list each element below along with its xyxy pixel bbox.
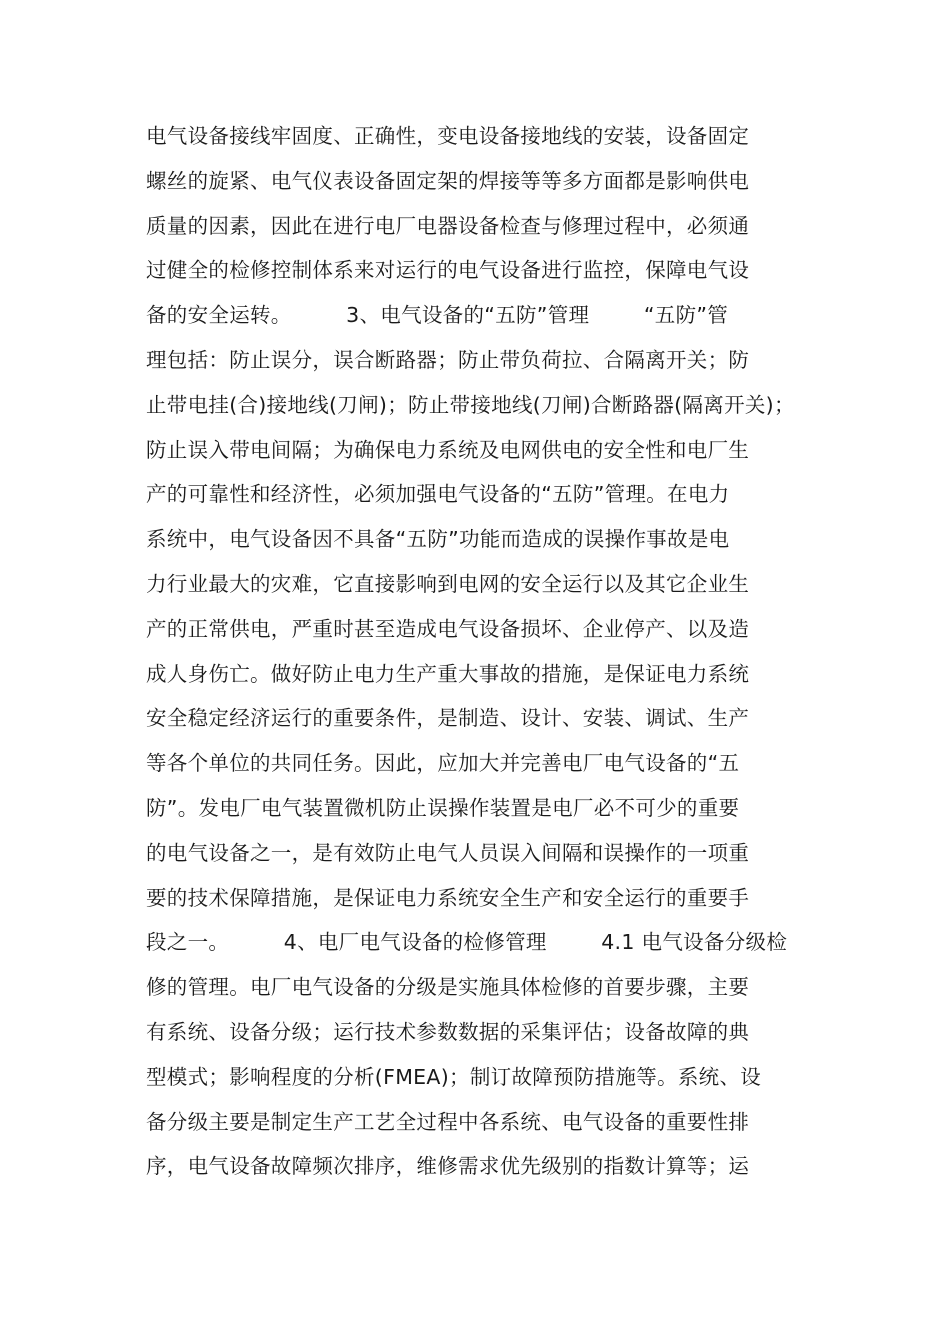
- text-line: 止带电挂(合)接地线(刀闸)；防止带接地线(刀闸)合断路器(隔离开关)；: [146, 392, 795, 417]
- text-line: 段之一。 4、电厂电气设备的检修管理 4.1 电气设备分级检: [146, 930, 788, 955]
- text-line: 过健全的检修控制体系来对运行的电气设备进行监控，保障电气设: [146, 258, 750, 283]
- text-line: 型模式；影响程度的分析(FMEA)；制订故障预防措施等。系统、设: [146, 1064, 762, 1089]
- text-line: 防止误入带电间隔；为确保电力系统及电网供电的安全性和电厂生: [146, 437, 750, 462]
- text-line: 安全稳定经济运行的重要条件，是制造、设计、安装、调试、生产: [146, 706, 750, 731]
- text-line: 质量的因素，因此在进行电厂电器设备检查与修理过程中，必须通: [146, 213, 750, 238]
- text-line: 备的安全运转。 3、电气设备的“五防”管理 “五防”管: [146, 303, 729, 328]
- text-line: 序，电气设备故障频次排序，维修需求优先级别的指数计算等；运: [146, 1154, 750, 1179]
- text-line: 防”。发电厂电气装置微机防止误操作装置是电厂必不可少的重要: [146, 795, 740, 820]
- body-text: [146, 117, 826, 1192]
- text-line: 电气设备接线牢固度、正确性，变电设备接地线的安装，设备固定: [146, 124, 750, 148]
- text-line: 的电气设备之一，是有效防止电气人员误入间隔和误操作的一项重: [146, 840, 750, 865]
- text-line: 产的可靠性和经济性，必须加强电气设备的“五防”管理。在电力: [146, 482, 730, 507]
- text-line: 系统中，电气设备因不具备“五防”功能而造成的误操作事故是电: [146, 527, 730, 552]
- text-line: 等各个单位的共同任务。因此，应加大并完善电厂电气设备的“五: [146, 751, 740, 776]
- text-line: 螺丝的旋紧、电气仪表设备固定架的焊接等等多方面都是影响供电: [146, 168, 750, 193]
- text-line: 备分级主要是制定生产工艺全过程中各系统、电气设备的重要性排: [146, 1109, 750, 1134]
- text-line: 有系统、设备分级；运行技术参数数据的采集评估；设备故障的典: [146, 1019, 750, 1044]
- text-line: 产的正常供电，严重时甚至造成电气设备损坏、企业停产、以及造: [146, 616, 750, 641]
- text-line: 要的技术保障措施，是保证电力系统安全生产和安全运行的重要手: [146, 885, 750, 910]
- text-line: 修的管理。电厂电气设备的分级是实施具体检修的首要步骤，主要: [146, 975, 750, 1000]
- text-line: 理包括：防止误分，误合断路器；防止带负荷拉、合隔离开关；防: [146, 347, 750, 372]
- text-line: 力行业最大的灾难，它直接影响到电网的安全运行以及其它企业生: [146, 571, 750, 596]
- text-line: 成人身伤亡。做好防止电力生产重大事故的措施，是保证电力系统: [146, 661, 750, 686]
